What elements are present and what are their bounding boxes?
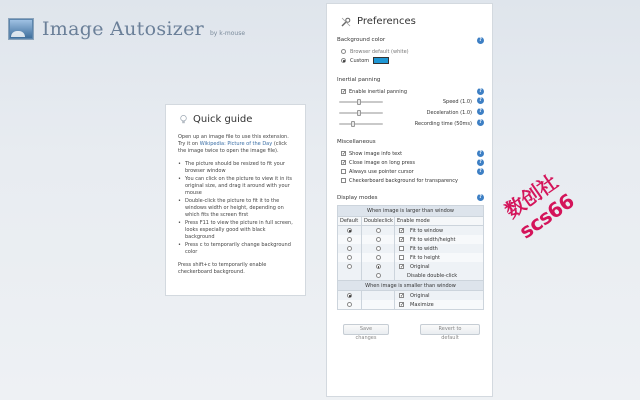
misc-option[interactable]: ✓ Close image on long press ? bbox=[341, 158, 484, 167]
deceleration-slider-row: Deceleration (1.0) ? bbox=[339, 107, 484, 118]
default-mode-radio[interactable] bbox=[347, 246, 352, 251]
help-icon[interactable]: ? bbox=[477, 194, 484, 201]
lightbulb-icon bbox=[180, 115, 187, 124]
app-header bbox=[8, 10, 245, 40]
recording-slider-row: Recording time (50ms) ? bbox=[339, 118, 484, 129]
background-color-section bbox=[337, 37, 484, 65]
doubleclick-mode-radio[interactable] bbox=[376, 237, 381, 242]
table-row: ✓ Maximize bbox=[338, 300, 483, 309]
app-logo-icon bbox=[8, 18, 34, 40]
doubleclick-mode-radio[interactable] bbox=[376, 264, 381, 269]
inertial-panning-section bbox=[337, 77, 484, 129]
doubleclick-mode-radio[interactable] bbox=[376, 228, 381, 233]
disable-dblclick-row: Disable double-click bbox=[338, 271, 483, 280]
help-icon[interactable]: ? bbox=[477, 150, 484, 157]
guide-bullet: • The picture should be resized to fit your browser window bbox=[178, 161, 293, 175]
misc-option[interactable]: Checkerboard background for transparency bbox=[341, 176, 484, 185]
help-icon[interactable]: ? bbox=[477, 37, 484, 44]
default-mode-radio[interactable] bbox=[347, 255, 352, 260]
guide-bullet: • Double-click the picture to fit it to the windows width or height, depending on which fits the screen first bbox=[178, 198, 293, 219]
quick-guide-panel bbox=[165, 104, 306, 296]
disable-dblclick-radio[interactable] bbox=[376, 273, 381, 278]
help-icon[interactable]: ? bbox=[477, 88, 484, 95]
enable-inertial-option[interactable]: ✓ Enable inertial panning ? bbox=[341, 87, 484, 96]
revert-default-button[interactable]: Revert to default bbox=[420, 324, 480, 335]
enable-mode-checkbox[interactable]: ✓ bbox=[400, 264, 405, 270]
wrench-icon bbox=[341, 17, 351, 27]
default-mode-radio[interactable] bbox=[347, 264, 352, 269]
speed-slider[interactable] bbox=[339, 101, 383, 103]
misc-option[interactable]: ✓ Show image info text ? bbox=[341, 149, 484, 158]
enable-mode-checkbox[interactable]: ✓ bbox=[400, 302, 405, 308]
enable-mode-checkbox[interactable] bbox=[399, 246, 404, 251]
guide-outro: Press shift+c to temporarily enable checkerboard background. bbox=[178, 262, 267, 275]
help-icon[interactable]: ? bbox=[477, 159, 484, 166]
enable-inertial-checkbox[interactable]: ✓ bbox=[342, 89, 347, 95]
speed-slider-row: Speed (1.0) ? bbox=[339, 96, 484, 107]
misc-checkbox[interactable] bbox=[341, 169, 346, 174]
display-modes-title: Display modes bbox=[337, 195, 378, 201]
enable-mode-checkbox[interactable]: ✓ bbox=[400, 237, 405, 243]
potd-link[interactable]: Wikipedia: Picture of the Day bbox=[199, 141, 273, 147]
col-default: Default bbox=[340, 218, 359, 224]
deceleration-slider[interactable] bbox=[339, 112, 383, 114]
watermark-text: 数创社scs66 bbox=[500, 169, 579, 244]
doubleclick-mode-radio[interactable] bbox=[376, 246, 381, 251]
enable-mode-checkbox[interactable]: ✓ bbox=[400, 228, 405, 234]
inertial-panning-title: Inertial panning bbox=[337, 77, 381, 83]
preferences-title: Preferences bbox=[341, 16, 484, 27]
guide-intro: Open up an image file to use this extension. Try it on Wikipedia: Picture of the Day (click the image twice to open the image file). bbox=[178, 134, 289, 154]
guide-bullet-list bbox=[178, 161, 293, 256]
help-icon[interactable]: ? bbox=[477, 168, 484, 175]
recording-slider[interactable] bbox=[339, 123, 383, 125]
save-changes-button[interactable]: Save changes bbox=[343, 324, 389, 335]
misc-checkbox[interactable] bbox=[341, 178, 346, 183]
table-row: ✓ Original bbox=[338, 262, 483, 271]
table-columns bbox=[338, 217, 483, 226]
enable-mode-checkbox[interactable] bbox=[399, 255, 404, 260]
table-row: Fit to width bbox=[338, 244, 483, 253]
help-icon[interactable]: ? bbox=[477, 119, 484, 126]
app-byline: by k-mouse bbox=[210, 30, 246, 37]
miscellaneous-title: Miscellaneous bbox=[337, 139, 376, 145]
misc-option[interactable]: Always use pointer cursor ? bbox=[341, 167, 484, 176]
col-doubleclick: Doubleclick bbox=[361, 217, 394, 225]
default-mode-radio[interactable] bbox=[347, 228, 352, 233]
background-color-title: Background color bbox=[337, 37, 386, 43]
miscellaneous-section bbox=[337, 139, 484, 185]
bg-custom-radio[interactable] bbox=[341, 58, 346, 63]
bg-custom-option[interactable]: Custom bbox=[341, 56, 484, 65]
col-enable: Enable mode bbox=[394, 217, 483, 225]
help-icon[interactable]: ? bbox=[477, 108, 484, 115]
table-row: ✓ Fit to window bbox=[338, 226, 483, 235]
misc-checkbox[interactable]: ✓ bbox=[342, 151, 347, 157]
guide-bullet: • Press c to temporarily change background color bbox=[178, 242, 293, 256]
table-row: ✓ Fit to width/height bbox=[338, 235, 483, 244]
guide-bullet: • You can click on the picture to view it in its original size, and drag it around with your mouse bbox=[178, 176, 293, 197]
preferences-panel bbox=[326, 3, 493, 397]
app-title: Image Autosizer bbox=[42, 18, 204, 40]
doubleclick-mode-radio[interactable] bbox=[376, 255, 381, 260]
smaller-header: When image is smaller than window bbox=[338, 280, 483, 291]
default-mode-radio[interactable] bbox=[347, 237, 352, 242]
larger-header: When image is larger than window bbox=[338, 206, 483, 217]
default-mode-radio[interactable] bbox=[347, 302, 352, 307]
table-row: ✓ Original bbox=[338, 291, 483, 300]
enable-mode-checkbox[interactable]: ✓ bbox=[400, 293, 405, 299]
bg-default-option[interactable]: Browser default (white) bbox=[341, 47, 484, 56]
guide-bullet: • Press F11 to view the picture in full screen, looks especially good with black background bbox=[178, 220, 293, 241]
bg-default-radio[interactable] bbox=[341, 49, 346, 54]
display-modes-section bbox=[337, 195, 484, 310]
table-row: Fit to height bbox=[338, 253, 483, 262]
help-icon[interactable]: ? bbox=[477, 97, 484, 104]
misc-checkbox[interactable]: ✓ bbox=[342, 160, 347, 166]
button-row bbox=[337, 324, 484, 341]
display-modes-table bbox=[337, 205, 484, 310]
default-mode-radio[interactable] bbox=[347, 293, 352, 298]
quick-guide-title: Quick guide bbox=[180, 115, 293, 124]
bg-color-swatch[interactable] bbox=[373, 57, 389, 64]
